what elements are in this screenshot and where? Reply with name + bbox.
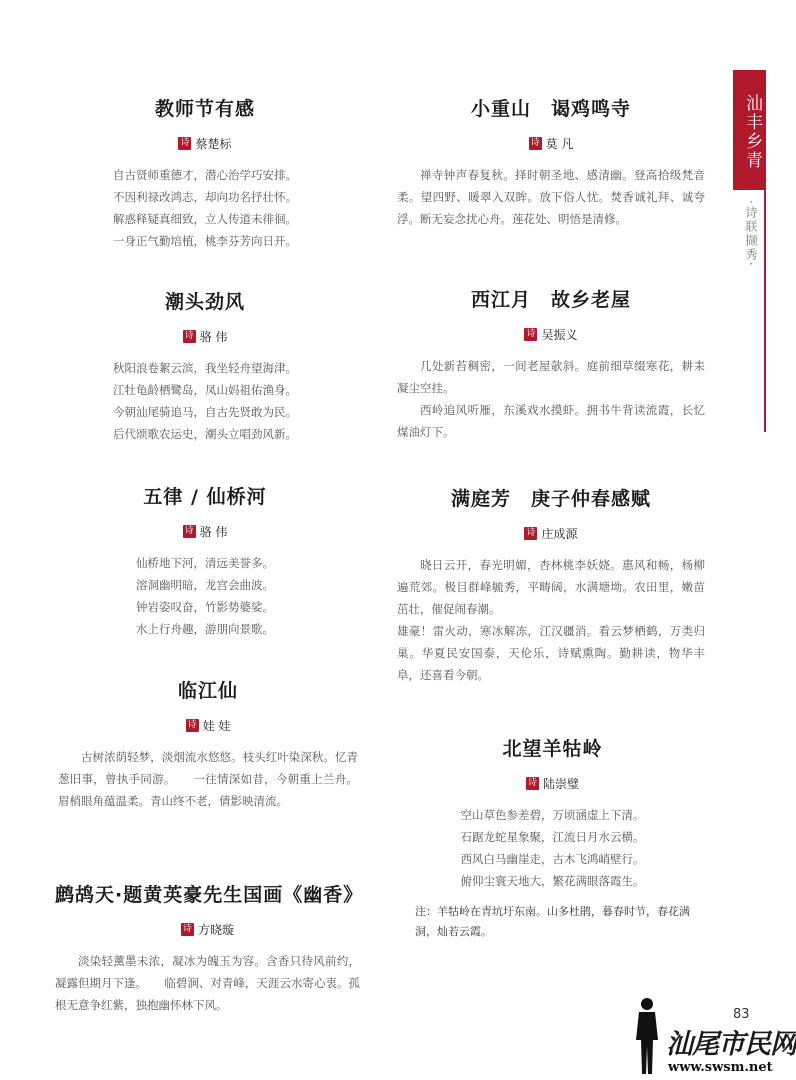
poem-paragraph: 雄豪！雷火动，寒冰解冻，江汉疆消。看云梦栖鹤，万类归巢。华夏民安国泰，天伦乐，诗赋熏陶。勤耕读，物华丰阜，还喜看今朝。 bbox=[397, 624, 705, 682]
author-name: 骆 伟 bbox=[199, 330, 228, 344]
poem-author bbox=[397, 326, 705, 343]
poem-teachers-day bbox=[80, 94, 330, 252]
poem-line: 不因利禄改鸿志，却向功名抒壮怀。 bbox=[113, 190, 297, 204]
seal-icon: 诗 bbox=[530, 138, 540, 148]
poem-author bbox=[80, 135, 330, 152]
poem-title: 小重山 谒鸡鸣寺 bbox=[470, 98, 631, 120]
poem-xijiangyue bbox=[397, 285, 705, 443]
poem-paragraph: 西岭追风听雁，东溪戏水摸虾。拥书牛背读流霞，长忆煤油灯下。 bbox=[397, 403, 705, 439]
poem-line: 江牡龟龄栖鹭岛，凤山妈祖佑渔身。 bbox=[113, 383, 297, 397]
poem-line: 一身正气勤培植，桃李芬芳向日开。 bbox=[113, 234, 297, 248]
author-name: 吴振义 bbox=[541, 328, 578, 342]
poem-author bbox=[397, 135, 705, 152]
poem-line: 自古贤师重德才，潜心治学巧安排。 bbox=[113, 168, 297, 182]
poem-xianqiao bbox=[80, 482, 330, 640]
poem-line: 解惑释疑真细致，立人传道未徘徊。 bbox=[113, 212, 297, 226]
poem-body bbox=[397, 355, 705, 443]
poem-linjiangxian bbox=[58, 676, 358, 812]
author-name: 陆崇璧 bbox=[542, 777, 579, 791]
poem-line: 俯仰尘寰天地大，繁花满眼落霞生。 bbox=[460, 874, 645, 888]
poem-line: 秋阳浪卷絮云滨，我坐轻舟望海津。 bbox=[113, 361, 297, 375]
author-name: 莫 凡 bbox=[545, 137, 574, 151]
poem-line: 石踞龙蛇星象聚，江流日月水云横。 bbox=[460, 830, 645, 844]
poem-beiwang bbox=[415, 734, 690, 942]
author-name: 骆 伟 bbox=[199, 525, 228, 539]
poem-title: 潮头劲风 bbox=[164, 291, 245, 313]
poem-paragraph: 晓日云开，春光明媚，杏林桃李妖娆。惠风和畅，杨柳遍荒郊。极目群峰毓秀，平畴阔，水满塘坳。农田里，嫩苗茁壮，催促闹春潮。 bbox=[397, 558, 705, 616]
poem-body bbox=[397, 554, 705, 686]
author-name: 方晓璇 bbox=[197, 923, 234, 937]
poem-line: 空山草色参差碧，万顷涵虚上下清。 bbox=[460, 808, 645, 822]
watermark-url: www.swsm.net bbox=[668, 1060, 773, 1075]
seal-icon: 诗 bbox=[184, 331, 194, 341]
poem-author bbox=[55, 921, 360, 938]
page-number: 83 bbox=[733, 1007, 750, 1022]
poem-chaotou bbox=[80, 287, 330, 445]
poem-body bbox=[415, 804, 690, 892]
poem-body bbox=[80, 164, 330, 252]
poem-note: 注：羊牯岭在青坑圩东南。山多杜鹃，暮春时节，春花满洞，灿若云霞。 bbox=[415, 905, 690, 938]
poem-body bbox=[80, 357, 330, 445]
poem-line: 后代颂歌农运史，潮头立唱劲风新。 bbox=[113, 427, 297, 441]
author-name: 娃 娃 bbox=[202, 719, 231, 733]
poem-line: 今朝汕尾骑追马，自古先贤敢为民。 bbox=[113, 405, 297, 419]
poem-line: 水上行舟趣，游朋向景歌。 bbox=[136, 622, 274, 636]
poem-line: 仙桥地下河，清远美誉多。 bbox=[136, 556, 274, 570]
poem-title: 教师节有感 bbox=[154, 98, 255, 120]
person-silhouette-icon bbox=[632, 996, 662, 1076]
poem-author bbox=[397, 525, 705, 542]
poem-title: 北望羊牯岭 bbox=[502, 738, 603, 760]
seal-icon: 诗 bbox=[526, 528, 536, 538]
watermark-name: 汕尾市民网 bbox=[666, 1029, 796, 1060]
seal-icon: 诗 bbox=[187, 720, 197, 730]
poem-paragraph: 禅寺钟声春复秋。择时朝圣地、感清幽。登高拾级梵音柔。望四野、暖翠入双眸。放下俗人忧。焚香诚礼拜、诚夸浮。断无妄念扰心舟。莲花处、明悟是清修。 bbox=[397, 168, 705, 226]
author-name: 蔡楚标 bbox=[195, 137, 232, 151]
seal-icon: 诗 bbox=[182, 924, 192, 934]
poem-line: 西风白马幽崖走，古木飞鸿峭壁行。 bbox=[460, 852, 645, 866]
poem-paragraph: 几处新苔稠密，一间老屋欹斜。庭前细草缀寒花，耕耒凝尘空挂。 bbox=[397, 359, 705, 395]
site-watermark bbox=[632, 996, 796, 1080]
poem-title: 鹧鸪天·题黄英豪先生国画《幽香》 bbox=[55, 884, 364, 906]
seal-icon: 诗 bbox=[184, 526, 194, 536]
poem-body bbox=[397, 164, 705, 230]
poem-title: 西江月 故乡老屋 bbox=[470, 289, 631, 311]
poem-body bbox=[80, 552, 330, 640]
poem-body bbox=[55, 950, 360, 1016]
poem-author bbox=[58, 717, 358, 734]
poem-title: 临江仙 bbox=[177, 680, 238, 702]
poem-title: 五律 / 仙桥河 bbox=[143, 486, 267, 508]
poem-author bbox=[80, 523, 330, 540]
poem-author bbox=[80, 328, 330, 345]
section-banner: 汕丰乡青 bbox=[733, 70, 765, 190]
poem-body bbox=[58, 746, 358, 812]
seal-icon: 诗 bbox=[527, 778, 537, 788]
poem-xiaochongshan bbox=[397, 94, 705, 230]
author-name: 庄成源 bbox=[541, 527, 578, 541]
poem-zhegutian bbox=[55, 880, 364, 1016]
poem-paragraph: 淡染轻薰墨未浓，凝冰为魄玉为容。含香只待风前约，凝露但期月下逢。 临碧涧、对青峰，天涯云水寄心衷。孤根无意争红紫，独抱幽怀林下风。 bbox=[55, 954, 360, 1012]
section-subtitle: ·诗联撷秀· bbox=[744, 200, 758, 268]
poem-line: 溶洞幽明暗，龙宫会曲波。 bbox=[136, 578, 274, 592]
poem-title: 满庭芳 庚子仲春感赋 bbox=[450, 488, 651, 510]
seal-icon: 诗 bbox=[180, 138, 190, 148]
poem-line: 钟岩姿叹奋，竹影势婆娑。 bbox=[136, 600, 274, 614]
poem-mantingfang bbox=[397, 484, 705, 686]
poem-author bbox=[415, 775, 690, 792]
seal-icon: 诗 bbox=[526, 329, 536, 339]
poem-paragraph: 古树浓荫轻梦，淡烟流水悠悠。枝头红叶染深秋。忆青葱旧事，曾执手同游。 一往情深如昔，今朝重上兰舟。眉梢眼角蕴温柔。青山终不老，倩影映清流。 bbox=[58, 750, 358, 808]
